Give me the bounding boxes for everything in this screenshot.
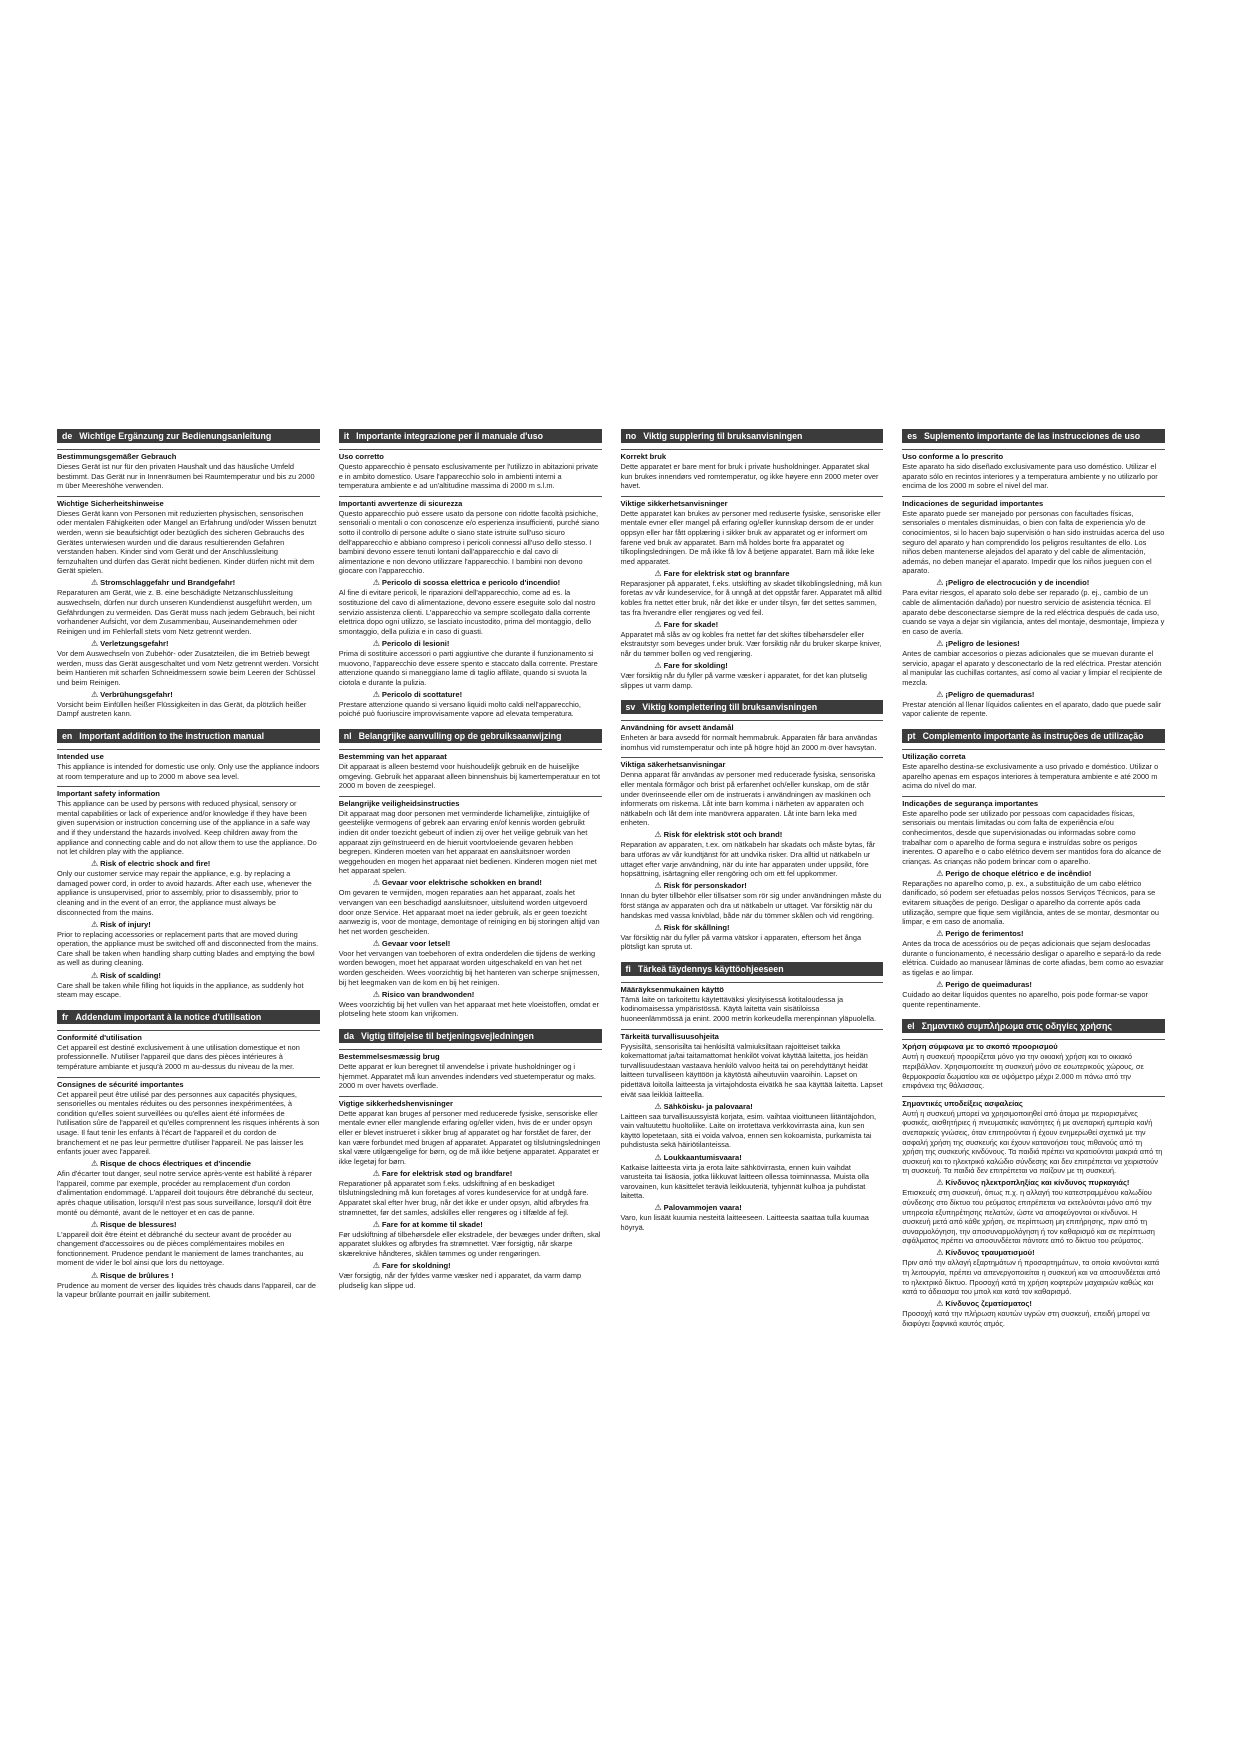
section-heading: Χρήση σύμφωνα με το σκοπό προορισμού [902,1042,1058,1052]
section-text: Denna apparat får användas av personer med reducerade fysiska, sensoriska eller mentala förmågor och brist på erfarenhet och/eller kunskap, om de står under överinseende eller om de instruerats i användningen av maskinen och informerats om riskerna. Låt inte barn komma i närheten av apparaten och nätkabeln och låt dem inte manövrera apparaten. Låt inte barn leka med enheten. [620,770,876,828]
warning-heading [621,1153,884,1163]
section-heading: Consignes de sécurité importantes [57,1079,184,1089]
warning-triangle-icon: ⚠ [372,878,380,888]
warning-text: Προσοχή κατά την πλήρωση καυτών υγρών στη συσκευή, επειδή μπορεί να διαφύγει ξαφνικά καυτός ατμός. [902,1309,1150,1328]
warning-sv-3 [621,881,884,920]
warning-triangle-icon: ⚠ [91,578,99,588]
warning-heading [339,1169,602,1179]
warning-title: Fare for elektrisk stød og brandfare! [381,1168,513,1178]
warning-triangle-icon: ⚠ [936,1178,944,1188]
warning-text: Only our customer service may repair the appliance, e.g. by replacing a damaged power cord, in order to avoid hazards. After each use, whenever the appliance is unsupervised, prior to assembly, prior to disassembly, prior to cleaning and in the event of an error, the appliance must always be disconnected from the mains. [57,869,312,917]
section-es-1 [902,496,1165,576]
warning-triangle-icon: ⚠ [654,619,662,629]
section-text: This appliance is intended for domestic use only. Only use the appliance indoors at room temperature and up to 2000 m above sea level. [57,761,320,781]
warning-title: Pericolo di scottature! [381,689,463,699]
warning-title: ¡Peligro de electrocución y de incendio! [945,578,1090,588]
warning-text: Vær forsiktig når du fyller på varme væsker i apparatet, for det kan plutselig slippes ut varm damp. [620,671,867,690]
lang-code: fi [625,963,631,974]
warning-title: Pericolo di scossa elettrica e pericolo d'incendio! [381,578,561,588]
warning-text: Vor dem Auswechseln von Zubehör- oder Zusatzteilen, die im Betrieb bewegt werden, muss das Gerät ausgeschaltet und vom Netz getrennt werden. Vorsicht beim Hantieren mit scharfen Schneidmessern sowie beim Leeren der Schüssel und beim Reinigen. [57,648,319,687]
lang-header-pt [902,729,1165,743]
warning-title: Gevaar voor letsel! [381,938,451,948]
warning-text: Afin d'écarter tout danger, seul notre service après-vente est habilité à réparer l'appareil, comme par exemple, procéder au remplacement d'un cordon d'alimentation endommagé. L'appareil doit toujours être débranché du secteur, après chaque utilisation, lorsqu'il n'est pas sous surveillance, lorsqu'il doit être monté ou démonté, avant de le nettoyer et en cas de panne. [57,1169,314,1217]
column-1 [57,429,320,1300]
warning-triangle-icon: ⚠ [372,989,380,999]
warning-fr-3 [57,1220,320,1268]
lang-header-title: Tärkeä täydennys käyttöohjeeseen [637,963,784,974]
lang-header-es [902,429,1165,443]
warning-title: Palovammojen vaara! [663,1203,742,1213]
warning-title: Perigo de ferimentos! [945,929,1024,939]
warning-title: Risk för elektrisk stöt och brand! [663,830,783,840]
warning-heading [902,639,1165,649]
warning-triangle-icon: ⚠ [936,689,944,699]
content-grid [57,429,1165,1329]
warning-triangle-icon: ⚠ [654,922,662,932]
section-heading: Conformité d'utilisation [57,1032,142,1042]
warning-title: Risque de brûlures ! [100,1270,174,1280]
warning-heading [902,1178,1165,1188]
section-en-1 [57,786,320,857]
warning-triangle-icon: ⚠ [654,1152,662,1162]
warning-triangle-icon: ⚠ [936,868,944,878]
warning-title: Fare for elektrisk støt og brannfare [663,568,790,578]
lang-code: fr [62,1011,69,1022]
warning-fi-3 [621,1153,884,1201]
warning-it-4 [339,690,602,719]
warning-title: Κίνδυνος ηλεκτροπληξίας και κίνδυνος πυρκαγιάς! [945,1178,1130,1188]
section-heading: Utilização correta [902,751,966,761]
warning-text: Care shall be taken while filling hot liquids in the appliance, as suddenly hot steam may escape. [57,980,304,1000]
lang-header-title: Importante integrazione per il manuale d'uso [356,431,543,441]
section-da-0 [339,1049,602,1091]
section-heading: Viktiga säkerhetsanvisningar [620,760,726,770]
section-heading: Intended use [57,751,104,761]
section-heading: Uso corretto [338,452,384,461]
section-heading: Määräyksenmukainen käyttö [620,984,724,994]
warning-title: Fare for skade! [663,619,719,629]
lang-header-title: Σημαντικό συμπλήρωμα στις οδηγίες χρήσης [921,1021,1112,1032]
warning-title: Gevaar voor elektrische schokken en brand! [381,878,542,888]
column-2 [339,429,602,1290]
warning-heading [57,971,320,981]
warning-triangle-icon: ⚠ [91,1219,99,1229]
section-it-1 [339,496,602,576]
warning-triangle-icon: ⚠ [372,1260,380,1270]
section-heading: Importanti avvertenze di sicurezza [338,498,463,508]
section-heading: Wichtige Sicherheitshinweise [57,498,164,508]
warning-heading [621,661,884,671]
section-heading: Indicaciones de seguridad importantes [902,498,1044,508]
warning-text: Varo, kun lisäät kuumia nesteitä laitteeseen. Laitteesta saattaa tulla kuumaa höyryä. [620,1213,869,1232]
section-text: Cet appareil peut être utilisé par des personnes aux capacités physiques, sensorielles ou mentales réduites ou des personnes inexpérimentées, à condition qu'elles soient surveillées ou qu'elles aient été informées de l'utilisation sûre de l'appareil et qu'elles comprennent les risques inhérents à son usage. Il faut tenir les enfants à l'écart de l'appareil et du cordon de branchement et ne pas leur permettre d'utiliser l'appareil. Ne pas laisser les enfants jouer avec l'appareil. [57,1089,320,1157]
warning-da-3 [339,1220,602,1259]
warning-title: Verletzungsgefahr! [100,638,169,648]
section-sv-0 [621,720,884,752]
section-text: Dit apparaat mag door personen met verminderde lichamelijke, zintuiglijke of geestelijke vermogens of gebrek aan ervaring en/of kennis worden gebruikt indien dit onder toezicht gebeurt of indien zij over het veilige gebruik van het apparaat zijn geïnstrueerd en de hieruit voortvloeiende gevaren hebben begrepen. Kinderen moeten van het apparaat en aansluitsnoer worden weggehouden en mogen het apparaat niet bedienen. Kinderen mogen niet met het apparaat spelen. [338,808,597,876]
section-fi-1 [621,1029,884,1100]
warning-text: Reparationer på apparatet som f.eks. udskiftning af en beskadiget tilslutningsledning må kun foretages af vores kundeservice for at undgå fare. Apparatet skal efter hver brug, når det ikke er under opsyn, altid afbrydes fra strømnettet, før det samles, adskilles eller rengøres og i tilfælde af fejl. [338,1178,589,1217]
warning-no-2 [621,569,884,617]
warning-sv-4 [621,923,884,952]
warning-heading [57,690,320,700]
lang-header-title: Important addition to the instruction manual [79,730,265,741]
warning-heading [621,881,884,891]
section-heading: Important safety information [57,789,160,799]
lang-header-title: Suplemento importante de las instrucciones de uso [924,431,1141,441]
warning-title: Loukkaantumisvaara! [663,1152,742,1162]
warning-pt-2 [902,869,1165,927]
section-text: Este aparato ha sido diseñado exclusivamente para uso doméstico. Utilizar el aparato sólo en recintos interiores y a temperatura ambiente y no utilizarlo por encima de los 2000 m sobre el nivel del mar. [902,462,1158,491]
warning-heading [57,578,320,588]
lang-code: nl [343,730,352,741]
section-heading: Tärkeitä turvallisuusohjeita [620,1031,719,1041]
section-text: Dette apparatet kan brukes av personer med reduserte fysiske, sensoriske eller mentale evner eller mangel på erfaring og/eller kunnskap dersom de er under oppsyn eller har fått opplæring i sikker bruk av apparatet og er informert om farene ved bruk av apparatet. Barn må holdes borte fra apparatet og tilkoplingsledningen. De må ikke få lov å betjene apparatet. Barn må ikke leke med apparatet. [620,508,881,566]
warning-heading [621,569,884,579]
warning-triangle-icon: ⚠ [91,919,99,929]
warning-es-4 [902,690,1165,719]
section-heading: Vigtige sikkerhedshenvisninger [338,1098,453,1108]
lang-header-el [902,1019,1165,1033]
warning-heading [621,830,884,840]
section-text: Este aparelho destina-se exclusivamente a uso privado e doméstico. Utilizar o aparelho apenas em espaços interiores à temperatura ambiente e até 2000 m acima do nível do mar. [902,761,1159,791]
warning-title: Sähköisku- ja palovaara! [663,1101,753,1111]
warning-el-2 [902,1178,1165,1246]
lang-header-it [339,429,602,443]
warning-nl-3 [339,939,602,987]
warning-heading [621,1203,884,1213]
section-text: Αυτή η συσκευή προορίζεται μόνο για την οικιακή χρήση και το οικιακό περιβάλλον. Χρησιμοποιείτε τη συσκευή μόνο σε εσωτερικούς χώρους, σε θερμοκρασία δωματίου και σε υψόμετρο μέχρι 2.000 m πάνω από την επιφάνεια της θάλασσας. [902,1052,1144,1091]
warning-title: Pericolo di lesioni! [381,638,450,648]
lang-header-title: Viktig supplering til bruksanvisningen [643,431,803,441]
warning-heading [57,859,320,869]
section-text: Αυτή η συσκευή μπορεί να χρησιμοποιηθεί από άτομα με περιορισμένες φυσικές, αισθητήριες ή πνευματικές ικανότητες ή με ανεπαρκή εμπειρία και/ή ανεπαρκείς γνώσεις, όταν επιτηρούνται ή έχουν ενημερωθεί σχετικά με την ασφαλή χρήση της συσκευής και έχουν κατανοήσει τους πιθανούς από τη χρήση της συσκευής κινδύνους. Τα παιδιά πρέπει να κρατιούνται μακριά από τη συσκευή και το ηλεκτρικό καλώδιο σύνδεσης και δεν επιτρέπεται να χειριστούν τη συσκευή. Τα παιδιά δεν επιτρέπεται να παίζουν με τη συσκευή. [902,1108,1163,1176]
warning-el-4 [902,1299,1165,1328]
warning-de-4 [57,690,320,719]
warning-text: Laitteen saa turvallisuussyistä korjata, esim. vaihtaa vioittuneen liitäntäjohdon, vain valtuutettu huoltoliike. Laite on irrotettava verkkovirrasta aina, kun sen käyttö lopetetaan, sitä ei voida valvoa, ennen sen kokoamista, purkamista tai puhdistusta sekä häiriötilanteissa. [620,1111,877,1150]
warning-triangle-icon: ⚠ [654,1203,662,1213]
warning-title: Risico van brandwonden! [381,989,475,999]
section-fi-0 [621,982,884,1024]
warning-es-2 [902,578,1165,636]
lang-header-sv [621,700,884,714]
warning-heading [902,929,1165,939]
section-es-0 [902,449,1165,491]
section-heading: Viktige sikkerhetsanvisninger [620,498,728,508]
warning-text: Prudence au moment de verser des liquides très chauds dans l'appareil, car de la vapeur brûlante pourrait en jaillir subitement. [57,1280,316,1300]
warning-heading [621,923,884,933]
warning-title: Risk för personskador! [663,881,747,891]
warning-title: Verbrühungsgefahr! [100,689,173,699]
warning-text: Før udskiftning af tilbehørsdele eller ekstradele, der bevæges under driften, skal apparatet slukkes og afbrydes fra strømnettet. Vær forsigtig, når skarpe skæreknive håndteres, skålen tømmes og under rengøringen. [338,1229,601,1258]
warning-heading [57,920,320,930]
warning-triangle-icon: ⚠ [91,970,99,980]
section-text: Dieses Gerät kann von Personen mit reduzierten physischen, sensorischen oder mentalen Fähigkeiten oder Mangel an Erfahrung und/oder Wissen benutzt werden, wenn sie beaufsichtigt oder bezüglich des sicheren Gebrauchs des Gerätes unterwiesen wurden und die daraus resultierenden Gefahren verstanden haben. Kinder sind vom Gerät und der Anschlussleitung fernzuhalten und dürfen das Gerät nicht bedienen. Kinder dürfen nicht mit dem Gerät spielen. [57,508,317,576]
warning-text: Innan du byter tillbehör eller tillsatser som rör sig under användningen måste du först stänga av apparaten och dra ut nätkabeln ur uttaget. Var försiktig när du handskas med vassa knivblad, både när du tömmer skålen och vid rengöring. [620,891,882,920]
warning-heading [621,1102,884,1112]
warning-fi-2 [621,1102,884,1150]
warning-text: Antes de cambiar accesorios o piezas adicionales que se muevan durante el servicio, apagar el aparato y desconectarlo de la red eléctrica. Prestar atención al manipular las cuchillas cortantes, así como al vaciar y limpiar el recipiente de mezcla. [902,648,1163,687]
warning-triangle-icon: ⚠ [372,689,380,699]
warning-pt-3 [902,929,1165,977]
warning-text: Prima di sostituire accessori o parti aggiuntive che durante il funzionamento si muovono, l'apparecchio deve essere spento e staccato dalla corrente. Prestare attenzione quando si maneggiano lame di taglio affilate, quando si svuota la ciotola e durante la pulizia. [338,648,598,687]
warning-text: Πριν από την αλλαγή εξαρτημάτων ή προσαρτημάτων, τα οποία κινούνται κατά τη λειτουργία, πρέπει να απενεργοποιείται η συσκευή και να αποσυνδέεται από το ηλεκτρικό δίκτυο. Προσοχή κατά τη χρήση κοφτερών μαχαιριών καθώς και κατά το άδειασμα του μπολ και κατά τον καθαρισμό. [902,1258,1161,1297]
warning-title: Risk of scalding! [100,970,161,980]
section-text: Cet appareil est destiné exclusivement à une utilisation domestique et non professionnelle. N'utiliser l'appareil que dans des pièces intérieures à température ambiante et jusqu'à 2000 m au-dessus du niveau de la mer. [57,1042,300,1071]
warning-triangle-icon: ⚠ [372,1168,380,1178]
section-heading: Bestimmungsgemäßer Gebrauch [57,452,177,461]
warning-triangle-icon: ⚠ [654,881,662,891]
warning-triangle-icon: ⚠ [372,578,380,588]
lang-code: de [62,431,73,441]
section-heading: Indicações de segurança importantes [902,798,1039,808]
warning-text: Prior to replacing accessories or replacement parts that are moved during operation, the appliance must be switched off and disconnected from the mains. Care shall be taken when handling sharp cutting blades and emptying the bowl as well as during cleaning. [57,929,319,968]
section-pt-0 [902,749,1165,791]
warning-heading [902,869,1165,879]
warning-title: Fare for skolding! [663,661,728,670]
warning-triangle-icon: ⚠ [936,638,944,648]
warning-triangle-icon: ⚠ [936,929,944,939]
warning-nl-4 [339,990,602,1019]
lang-header-fr [57,1010,320,1024]
section-sv-1 [621,757,884,828]
section-heading: Korrekt bruk [620,452,667,461]
section-heading: Uso conforme a lo prescrito [902,452,1004,461]
warning-text: Antes da troca de acessórios ou de peças adicionais que sejam deslocadas durante o funcionamento, é necessário desligar o aparelho e separá-lo da rede elétrica. Cuidado ao manusear lâminas de corte afiadas, bem como ao esvaziar as tigelas e ao limpar. [902,939,1164,978]
lang-header-fi [621,962,884,976]
warning-da-4 [339,1261,602,1290]
section-no-0 [621,449,884,491]
warning-triangle-icon: ⚠ [654,1101,662,1111]
warning-text: Reparações no aparelho como, p. ex., a substituição de um cabo elétrico danificado, só podem ser efetuadas pelos nossos Serviços Técnicos, para se evitarem situações de perigo. Desligar o aparelho da corrente após cada utilização, sempre que fique sem vigilância, antes de se montar, desmontar ou limpar, e em caso de anomalia. [902,878,1160,927]
warning-de-3 [57,639,320,687]
warning-text: Vær forsigtig, når der fyldes varme væsker ned i apparatet, da varm damp pludselig kan slippe ud. [338,1270,582,1290]
lang-header-title: Wichtige Ergänzung zur Bedienungsanleitung [79,431,272,441]
section-text: Dette apparat kan bruges af personer med reducerede fysiske, sensoriske eller mentale evner eller manglende erfaring og/eller viden, hvis de er under opsyn eller er blevet instrueret i sikker brug af apparatet og har forstået de farer, der kan være forbundet med brugen af apparatet. Apparatet og tilslutningsledningen skal være utilgængelige for børn, og de må ikke betjene apparatet. Apparatet er ikke legetøj for børn. [338,1108,601,1166]
section-fr-1 [57,1077,320,1157]
warning-text: Prestare attenzione quando si versano liquidi molto caldi nell'apparecchio, poiché può fuoriuscire improvvisamente vapore ad elevata temperatura. [338,699,581,719]
warning-de-2 [57,578,320,636]
section-text: Questo apparecchio può essere usato da persone con ridotte facoltà psichiche, sensoriali o mentali o con conoscenze e/o esperienza insufficienti, purché siano sotto il controllo di persone adulte o siano state istruite sull'uso sicuro dell'apparecchio e abbiano compreso i pericoli connessi all'uso dello stesso. I bambini devono essere tenuti lontani dall'apparecchio e dal cavo di alimentazione e non devono utilizzare l'apparecchio. I bambini non devono giocare con l'apparecchio. [338,508,600,576]
warning-title: Risque de blessures! [100,1219,177,1229]
section-text: Dette apparatet er bare ment for bruk i private husholdninger. Apparatet skal kun brukes innendørs ved romtemperatur, og ikke høyere enn 2000 meter over havet. [620,462,879,491]
warning-title: Risk of injury! [100,919,151,929]
section-heading: Σημαντικές υποδείξεις ασφαλείας [902,1098,1023,1108]
warning-title: Fare for at komme til skade! [381,1219,483,1229]
section-heading: Bestemmelsesmæssig brug [338,1051,440,1061]
warning-triangle-icon: ⚠ [372,938,380,948]
section-no-1 [621,496,884,567]
section-fr-0 [57,1030,320,1072]
section-heading: Bestemming van het apparaat [338,751,447,761]
warning-text: Apparatet må slås av og kobles fra nettet før det skiftes tilbehørsdeler eller ekstrautstyr som beveges under bruk. Vær forsiktig når du bruker skarpe kniver, når du tømmer bollen og ved rengjøring. [620,629,882,658]
warning-triangle-icon: ⚠ [936,1299,944,1309]
lang-header-no [621,429,884,443]
lang-code: sv [625,702,636,713]
section-text: This appliance can be used by persons with reduced physical, sensory or mental capabilities or lack of experience and/or knowledge if they have been given supervision or instruction concerning use of the appliance in a safe way and if they understand the hazards involved. Keep children away from the appliance and connecting cable and do not allow them to use the appliance. Do not let children play with the appliance. [57,799,317,857]
section-text: Dieses Gerät ist nur für den privaten Haushalt und das häusliche Umfeld bestimmt. Das Gerät nur in Innenräumen bei Raumtemperatur und bis zu 2000 m über Meereshöhe verwenden. [57,462,315,491]
warning-heading [902,578,1165,588]
warning-title: ¡Peligro de lesiones! [945,638,1020,648]
warning-text: Wees voorzichtig bij het vullen van het apparaat met hete vloeistoffen, omdat er plotseling hete stoom kan vrijkomen. [338,999,599,1019]
warning-text: Var försiktig när du fyller på varma vätskor i apparaten, eftersom het ånga plötsligt kan spruta ut. [620,932,862,952]
lang-code: el [907,1021,915,1032]
section-text: Fyysisiltä, sensorisilta tai henkisiltä valmiuksiltaan rajoitteiset taikka kokemattomat ja/tai taitamattomat henkilöt voivat käyttää laitetta, jos heidän turvallisuudestaan vastaava henkilö valvoo heitä tai on perehdyttänyt heidät laitteen turvalliseen käyttöön ja käytöstä aiheutuviin vaaroihin. Lapset on pidettävä loitolla laitteesta ja virtajohdosta eivätkä he saa käyttää laitetta. Lapset eivät saa leikkiä laitteella. [620,1041,883,1099]
lang-header-title: Addendum important à la notice d'utilisation [75,1011,262,1022]
warning-heading [339,578,602,588]
warning-triangle-icon: ⚠ [372,638,380,648]
warning-heading [57,1159,320,1169]
warning-text: Reparation av apparaten, t.ex. om nätkabeln har skadats och måste bytas, får bara utföras av vår kundtjänst för att undvika risker. Dra alltid ut nätkabeln ur uttaget efter varje användning, när du inte har apparaten under uppsikt, före hopsättning, isärtagning eller rengöring och om ett fel uppkommer. [620,840,876,879]
section-text: Questo apparecchio è pensato esclusivamente per l'utilizzo in abitazioni private e in ambito domestico. Usare l'apparecchio solo in ambienti interni a temperatura ambiente e ad un'altitudine massima di 2000 m s.l.m. [338,462,599,491]
section-de-1 [57,496,320,576]
warning-title: Fare for skoldning! [381,1260,451,1270]
warning-triangle-icon: ⚠ [91,689,99,699]
warning-fi-4 [621,1203,884,1232]
warning-heading [339,878,602,888]
section-heading: Belangrijke veiligheidsinstructies [338,798,460,808]
warning-heading [339,1220,602,1230]
warning-fr-4 [57,1271,320,1300]
lang-header-title: Belangrijke aanvulling op de gebruiksaanwijzing [358,730,562,741]
lang-code: en [62,730,73,741]
column-3 [621,429,884,1233]
warning-it-3 [339,639,602,687]
warning-heading [902,980,1165,990]
section-da-1 [339,1096,602,1167]
section-el-0 [902,1039,1165,1090]
warning-heading [339,690,602,700]
lang-header-da [339,1029,602,1043]
warning-text: L'appareil doit être éteint et débranché du secteur avant de procéder au changement d'accessoires ou de pièces complémentaires mobiles en fonctionnement. Prudence pendant le maniement de lames tranchantes, au moment de vider le bol ainsi que lors du nettoyage. [57,1229,304,1268]
warning-text: Al fine di evitare pericoli, le riparazioni dell'apparecchio, come ad es. la sostituzione del cavo di alimentazione, devono essere eseguite solo dal nostro servizio assistenza clienti. L'apparecchio va sempre scollegato dalla corrente elettrica dopo ogni utilizzo, se lasciato incustodito, prima del montaggio, dello smontaggio, della pulizia e in caso di guasti. [338,588,596,636]
warning-heading [339,939,602,949]
section-el-1 [902,1096,1165,1176]
section-pt-1 [902,796,1165,867]
section-en-0 [57,749,320,781]
warning-triangle-icon: ⚠ [91,638,99,648]
section-nl-0 [339,749,602,791]
section-text: Dit apparaat is alleen bestemd voor huishoudelijk gebruik en de huiselijke omgeving. Gebruik het apparaat alleen binnenshuis bij kamertemperatuur en tot 2000 m boven de zeespiegel. [338,761,601,791]
warning-no-4 [621,661,884,690]
warning-heading [57,639,320,649]
section-text: Tämä laite on tarkoitettu käytettäväksi yksityisessä kotitaloudessa ja kodinomaisessa ympäristössä. Käytä laitetta vain sisätiloissa huoneenlämmössä ja enint. 2000 metrin korkeudella merenpinnan yläpuolella. [620,994,877,1023]
warning-text: Voor het vervangen van toebehoren of extra onderdelen die tijdens de werking worden bewogen, moet het apparaat worden uitgeschakeld en van het net worden gescheiden. Wees voorzichtig bij het hanteren van scherpe snijmessen, bij het leegmaken van de kom en bij het reinigen. [338,948,600,987]
column-4 [902,429,1165,1329]
warning-fr-2 [57,1159,320,1217]
warning-el-3 [902,1248,1165,1296]
lang-header-de [57,429,320,443]
warning-text: Para evitar riesgos, el aparato solo debe ser reparado (p. ej., cambio de un cable de alimentación dañado) por nuestro servicio de asistencia técnica. El aparato debe desconectarse siempre de la red eléctrica después de cada uso, cuando se vaya a dejar sin vigilancia, antes del montaje, desmontaje, limpieza y en caso de avería. [902,588,1165,636]
warning-triangle-icon: ⚠ [936,578,944,588]
warning-title: Perigo de queimaduras! [945,980,1032,990]
warning-text: Prestar atención al llenar líquidos calientes en el aparato, dado que puede salir vapor caliente de repente. [902,699,1162,719]
warning-en-2 [57,859,320,917]
warning-triangle-icon: ⚠ [91,859,99,869]
warning-heading [57,1220,320,1230]
warning-title: ¡Peligro de quemaduras! [945,689,1035,699]
section-text: Este aparelho pode ser utilizado por pessoas com capacidades físicas, sensoriais ou mentais limitadas ou com falta de experiência e/ou conhecimentos, desde que supervisionadas ou informadas sobre como trabalhar com o aparelho de forma segura e instruídas sobre os perigos inerentes. O aparelho e o cabo elétrico devem ser mantidos fora do alcance de crianças. As crianças não podem brincar com o aparelho. [902,808,1162,866]
warning-triangle-icon: ⚠ [936,980,944,990]
warning-title: Risk för skållning! [663,922,730,932]
warning-da-2 [339,1169,602,1217]
warning-heading [339,639,602,649]
warning-triangle-icon: ⚠ [654,830,662,840]
warning-title: Stromschlaggefahr und Brandgefahr! [100,578,236,588]
warning-title: Risk of electric shock and fire! [100,859,211,869]
warning-triangle-icon: ⚠ [936,1248,944,1258]
warning-title: Κίνδυνος ζεματίσματος! [945,1299,1032,1309]
lang-code: es [907,431,918,441]
lang-header-nl [339,729,602,743]
warning-heading [57,1271,320,1281]
warning-title: Κίνδυνος τραυματισμού! [945,1248,1035,1258]
warning-heading [902,1299,1165,1309]
warning-text: Vorsicht beim Einfüllen heißer Flüssigkeiten in das Gerät, da plötzlich heißer Dampf austreten kann. [57,699,307,719]
lang-header-title: Vigtig tilføjelse til betjeningsvejledningen [361,1030,534,1041]
section-nl-1 [339,796,602,876]
lang-code: no [625,431,637,441]
warning-triangle-icon: ⚠ [91,1270,99,1280]
lang-header-title: Complemento importante às instruções de utilização [922,730,1144,741]
warning-triangle-icon: ⚠ [654,661,662,670]
lang-code: pt [907,730,916,741]
warning-text: Om gevaren te vermijden, mogen reparaties aan het apparaat, zoals het vervangen van een beschadigd aansluitsnoer, uitsluitend worden uitgevoerd door onze Service. Het apparaat moet na ieder gebruik, als er geen toezicht aanwezig is, voor de montage, demontage of reiniging en bij storingen altijd van het net worden gescheiden. [338,888,600,936]
warning-sv-2 [621,830,884,878]
warning-en-4 [57,971,320,1000]
warning-triangle-icon: ⚠ [372,1219,380,1229]
warning-es-3 [902,639,1165,687]
warning-text: Katkaise laitteesta virta ja erota laite sähkövirrasta, ennen kuin vaihdat varusteita tai lisäosia, jotka liikkuvat laitteen ollessa toiminnassa. Muista olla varovainen, kun käsittelet teräviä leikkuuteriä, tyhjennät kulhoa ja puhdistat laitetta. [620,1162,870,1201]
lang-header-en [57,729,320,743]
section-text: Enheten är bara avsedd för normalt hemmabruk. Apparaten får bara användas inomhus vid rumstemperatur och inte på högre höjd än 2000 m över havsytan. [620,733,878,752]
warning-nl-2 [339,878,602,936]
warning-text: Cuidado ao deitar líquidos quentes no aparelho, pois pode formar-se vapor quente repentinamente. [902,990,1148,1009]
warning-heading [902,690,1165,700]
section-de-0 [57,449,320,491]
section-text: Dette apparat er kun beregnet til anvendelse i private husholdninger og i hjemmet. Apparatet må kun anvendes indendørs ved stuetemperatur og maks. 2000 m over havets overflade. [338,1061,596,1091]
warning-en-3 [57,920,320,968]
lang-code: da [343,1030,355,1041]
lang-code: it [343,431,350,441]
warning-title: Risque de chocs électriques et d'incendie [100,1159,251,1169]
lang-header-title: Viktig komplettering till bruksanvisningen [642,702,818,713]
warning-text: Reparasjoner på apparatet, f.eks. utskifting av skadet tilkoblingsledning, må kun foretas av vår kundeservice, for å unngå at det oppstår farer. Apparatet må alltid kobles fra nettet etter bruk, når det ikke er under tilsyn, før det settes sammen, tas fra hverandre eller rengjøres og ved feil. [620,578,882,617]
warning-title: Perigo de choque elétrico e de incêndio! [945,868,1092,878]
warning-heading [621,620,884,630]
warning-it-2 [339,578,602,636]
warning-heading [339,1261,602,1271]
section-it-0 [339,449,602,491]
section-heading: Användning för avsett ändamål [620,723,734,733]
warning-triangle-icon: ⚠ [654,568,662,578]
warning-text: Reparaturen am Gerät, wie z. B. eine beschädigte Netzanschlussleitung auswechseln, dürfen nur durch unseren Kundendienst ausgeführt werden, um Gefährdungen zu vermeiden. Das Gerät muss nach jedem Gebrauch, bei nicht vorhandener Aufsicht, vor dem Zusammenbau, Auseinandernehmen oder Reinigen und im Fehlerfall stets vom Netz getrennt werden. [57,588,315,636]
warning-pt-4 [902,980,1165,1009]
section-text: Este aparato puede ser manejado por personas con facultades físicas, sensoriales o mentales disminuidas, o bien con falta de experiencia y/o de conocimientos, si lo hacen bajo supervisión o han sido instruidas acerca del uso seguro del aparato y han comprendido los peligros resultantes de ello. Los niños deben mantenerse alejados del aparato y del cable de alimentación, además, no deben manejar el aparato. Impedir que los niños jueguen con el aparato. [902,508,1165,576]
warning-triangle-icon: ⚠ [91,1159,99,1169]
warning-text: Επισκευές στη συσκευή, όπως π.χ. η αλλαγή του κατεστραμμένου καλωδίου σύνδεσης στο δίκτυο του ρεύματος επιτρέπεται να εκτελούνται μόνο από την υπηρεσία εξυπηρέτησης πελατών, ώστε να αποφεύγονται οι κίνδυνοι. Η συσκευή μετά από κάθε χρήση, σε περίπτωση μη επιτήρησης, πριν από τη συναρμολόγηση, την αποσυναρμολόγηση ή τον καθαρισμό και σε περίπτωση σφάλματος πρέπει να αποσυνδέεται πάντοτε από το δίκτυο του ρεύματος. [902,1188,1155,1246]
warning-heading [902,1248,1165,1258]
warning-heading [339,990,602,1000]
warning-no-3 [621,620,884,659]
